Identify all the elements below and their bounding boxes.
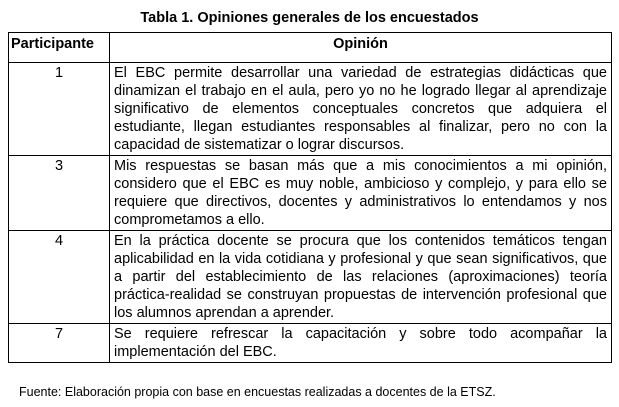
opinion-cell: Mis respuestas se basan más que a mis conocimientos a mi opinión, considero que el EBC es muy noble, ambicioso y complejo, y para ello se requiere que directivos, docentes y administrativos lo entendamos y nos comprometamos a ello.	[110, 156, 612, 231]
table-caption: Tabla 1. Opiniones generales de los encuestados	[140, 10, 479, 26]
participant-cell: 4	[9, 231, 110, 324]
opinions-table	[8, 32, 612, 363]
opinion-cell: El EBC permite desarrollar una variedad de estrategias didácticas que dinamizan el trabajo en el aula, pero yo no he logrado llegar al aprendizaje significativo de elementos conceptuales concretos que adquiera el estudiante, llegan estudiantes responsables al finalizar, pero no con la capacidad de sistematizar o lograr discursos.	[110, 63, 612, 156]
table-row	[9, 63, 612, 156]
opinion-cell: En la práctica docente se procura que los contenidos temáticos tengan aplicabilidad en la vida cotidiana y profesional y que sean significativos, que a partir del establecimiento de las relaciones (aproximaciones) teoría práctica-realidad se construyan propuestas de intervención profesional que los alumnos aprendan a aprender.	[110, 231, 612, 324]
participant-cell: 1	[9, 63, 110, 156]
table-row	[9, 324, 612, 363]
column-header-opinion: Opinión	[110, 33, 612, 63]
participant-cell: 7	[9, 324, 110, 363]
table-row	[9, 156, 612, 231]
column-header-participant: Participante	[9, 33, 110, 63]
source-note: Fuente: Elaboración propia con base en encuestas realizadas a docentes de la ETSZ.	[19, 385, 496, 399]
participant-cell: 3	[9, 156, 110, 231]
opinion-cell: Se requiere refrescar la capacitación y sobre todo acompañar la implementación del EBC.	[110, 324, 612, 363]
table-row	[9, 231, 612, 324]
table-header-row	[9, 33, 612, 63]
